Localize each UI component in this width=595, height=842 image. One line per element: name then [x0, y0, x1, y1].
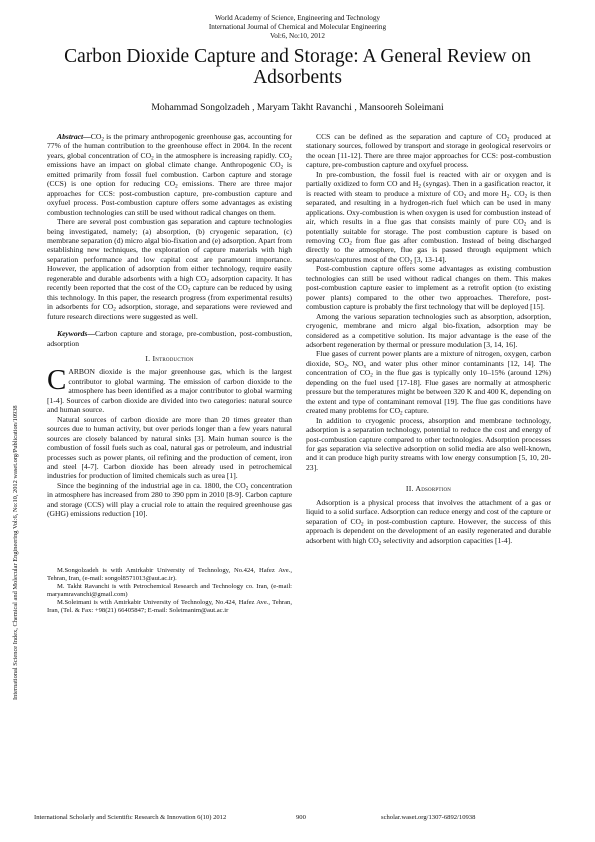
journal-volume: Vol:6, No:10, 2012 — [270, 32, 325, 40]
keywords-label: Keywords — [57, 329, 88, 339]
body-paragraph: In addition to cryogenic process, absorption and membrane technology, adsorption is a separation technology, potential to reduce the cost and energy of post-combustion capture compared to other technologies. Adsorption processes for gas separation via selective adsorption on solid media are also well-known, and it can produce high purity streams with low energy consumption [5, 10, 20-23]. — [306, 415, 551, 472]
section-heading-introduction: I. Introduction — [145, 353, 194, 363]
intro-paragraph: Natural sources of carbon dioxide are more than 20 times greater than sources due to human activity, but over periods longer than a few years natural sources are closely balanced by natural sinks [3]. Main human source is the combustion of fossil fuels such as coal, natural gas or petroleum, and industrial processes such as power plants, oil refining and the production of cement, iron and steel [4-7]. Carbon dioxide has been already used in petrochemical industries for production of limited chemicals such as urea [1]. — [47, 414, 292, 481]
body-paragraph: In pre-combustion, the fossil fuel is reacted with air or oxygen and is partially oxidized to form CO and $H_2$ (syngas). Then in a gasification reactor, it is reacted with steam to produce a mixture of $CO_2$ and more $H_2$. $CO_2$ is then separated, and resulting in a hydrogen-rich fuel which can be used in many applications. Oxy-combustion is when oxygen is used for combustion instead of air, which results in a flue gas that consists mainly of pure $CO_2$ and is potentially suitable for storage. The post combustion capture is based on removing $CO_2$ from flue gas after combustion. Instead of being discharged directly to the atmosphere, flue gas is passed through equipment which separates/captures most of the $CO_2$ [3, 13-14]. — [306, 169, 552, 266]
body-paragraph: Post-combustion capture offers some advantages as existing combustion technologies can still be used without radical changes on them. This makes post-combustion capture easier to implement as a retrofit option (to existing power plants) compared to the other two approaches. Therefore, post-combustion capture is probably the first technology that will be deployed [15]. — [306, 264, 551, 312]
author-affiliations: M.Songolzadeh is with Amirkabir University of Technology, No.424, Hafez Ave., Tehran, Iran, (e-mail: songol8571013@aut.ac.ir). M. Takht Ravanchi is with Petrochemical Research and Technology co. Iran, (e-mail: maryamravanchi@gmail.com) M.Soleimani is with Amirkabir University of Technology, No.424, Hafez Ave., Tehran, Iran, (Tel. & Fax: +98(21) 66405847; E-mail: Soleimanim@aut.ac.ir — [47, 566, 292, 614]
footer-url[interactable]: scholar.waset.org/1307-6892/10938 — [381, 814, 476, 821]
paper-authors: Mohammad Songolzadeh , Maryam Takht Ravanchi , Mansooreh Soleimani — [151, 102, 444, 113]
body-paragraph: CCS can be defined as the separation and capture of $CO_2$ produced at stationary sources, followed by transport and storage in geological reservoirs or the ocean [11-12]. There are three major approaches for CCS: post-combustion capture, pre-combustion capture and oxyfuel process. — [306, 132, 551, 170]
body-paragraph: Adsorption is a physical process that involves the attachment of a gas or liquid to a solid surface. Adsorption can reduce energy and cost of the capture or separation of $CO_2$ in post-combustion capture. However, the success of this approach is dependent on the development of an easily regenerated and durable adsorbent with high $CO_2$ selectivity and adsorption capacities [1-4]. — [306, 497, 551, 547]
section-heading-adsorption: II. Adsorption — [405, 484, 452, 494]
intro-paragraph: CARBON dioxide is the major greenhouse gas, which is the largest contributor to global warming. The emission of carbon dioxide to the atmosphere has been identified as a major contributor to global warming [1-4]. Sources of carbon dioxide are divided into two categories: natural source and human source. — [47, 364, 292, 415]
intro-paragraph: Since the beginning of the industrial age in ca. 1800, the $CO_2$ concentration in atmosphere has increased from 280 to 390 ppm in 2010 [8-9]. Carbon capture and storage (CCS) will play a crucial role to attain the required greenhouse gas (GHG) emissions reduction [10]. — [47, 480, 292, 519]
journal-subtitle: International Journal of Chemical and Molecular Engineering — [208, 23, 387, 31]
paper-title: Carbon Dioxide Capture and Storage: A General Review on Adsorbents — [64, 46, 531, 88]
journal-name: World Academy of Science, Engineering and Technology — [214, 14, 381, 22]
footer-publisher: International Scholarly and Scientific Research & Innovation 6(10) 2012 — [34, 814, 227, 821]
body-paragraph: Among the various separation technologies such as absorption, adsorption, cryogenic, membrane and micro algal bio-fixation, adsorption may be considered as a competitive solution. Its major advantage is the ease of the adsorbent regeneration by thermal or pressure modulation [3, 14, 16]. — [306, 311, 551, 349]
abstract-label: Abstract — [57, 132, 84, 141]
side-index-text: International Science Index, Chemical and Molecular Engineering Vol:6, No:10, 2012 waset.org/Publication/10938 — [12, 405, 19, 700]
abstract: $Abstract—CO_2$ is the primary anthropogenic greenhouse gas, accounting for 77% of the human contribution to the greenhouse effect in 2004. In the recent years, global concentration of $CO_2$ in the atmosphere is increasing rapidly. $CO_2$ emissions have an impact on global climate change. Anthropogenic $CO_2$ is emitted primarily from fossil fuel combustion. Carbon capture and storage (CCS) is one option for reducing $CO_2$ emissions. There are three major approaches for CCS: post-combustion capture, pre-combustion capture and oxyfuel process. Post-combustion capture offers some advantages as existing combustion technologies can still be used without radical changes on them. There are several post combustion gas separation and capture technologies being investigated, namely; (a) absorption, (b) cryogenic separation, (c) membrane separation (d) micro algal bio-fixation and (e) adsorption. Apart from establishing new techniques, the exploration of capture materials with high separation performance and low capital cost are paramount importance. However, the application of adsorption from either technology, require easily regenerable and durable adsorbents with a high $CO_2$ adsorption capacity. It has recently been reported that the cost of the $CO_2$ capture can be reduced by using this technology. In this paper, the research progress (from experimental results) in adsorbents for $CO_2$ adsorption, storage, and separations were reviewed and future research directions were suggested as well. — [47, 132, 292, 321]
right-column — [306, 132, 551, 545]
body-paragraph: Flue gases of current power plants are a mixture of nitrogen, oxygen, carbon dioxide, $SO_2$, $NO_x$ and water plus other minor contaminants [12, 14]. The concentration of $CO_2$ in the flue gas is typically only 10–15% (around 12%) depending on the fuel used [17-18]. Flue gases are normally at atmospheric pressure but the temperatures might be between 320 K and 400 K, depending on the extent and type of contaminant removal [19]. The flue gas conditions have created many problems for $CO_2$ capture. — [306, 349, 551, 417]
left-column — [47, 132, 292, 615]
page-number: 900 — [296, 814, 306, 821]
keywords: Keywords—Carbon capture and storage, pre-combustion, post-combustion, adsorption — [47, 329, 292, 348]
